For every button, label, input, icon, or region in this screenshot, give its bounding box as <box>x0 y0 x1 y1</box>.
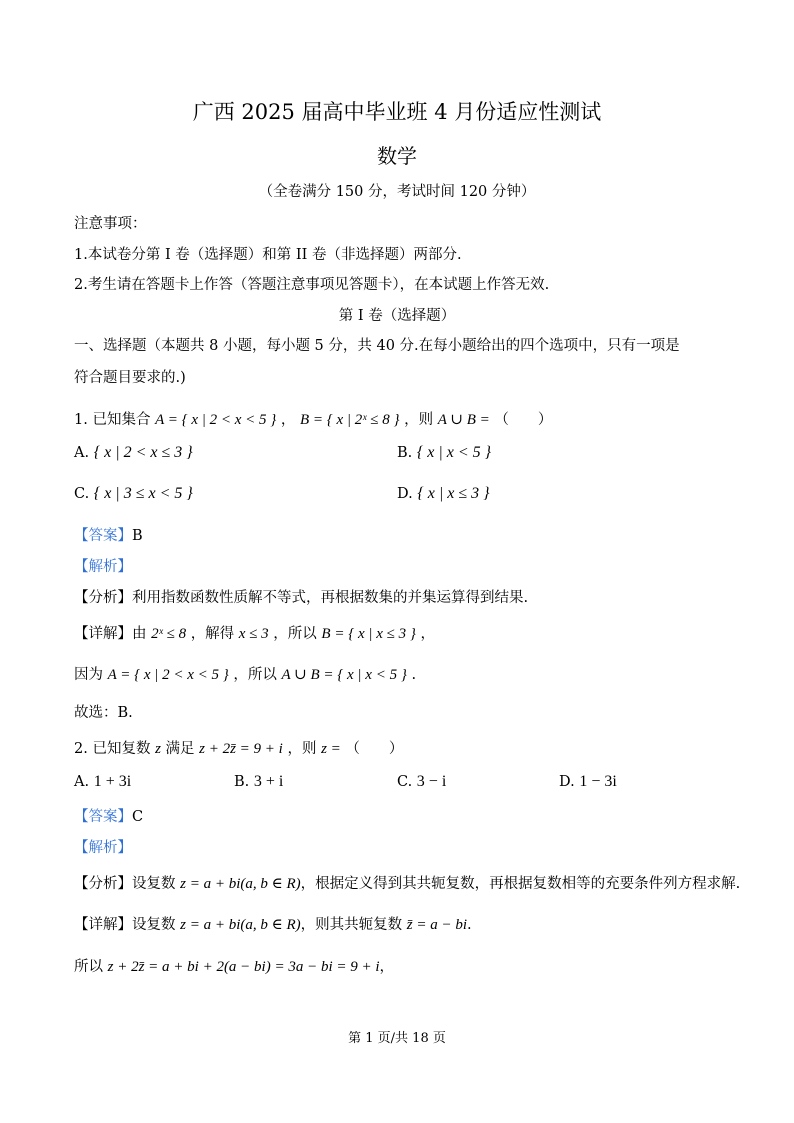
q1-option-b-letter: B. <box>397 445 413 461</box>
q1-option-d-letter: D. <box>397 486 413 502</box>
q1-fenxi-tag: 【分析】 <box>74 590 132 606</box>
q2-detail1-eq: z = a + bi(a, b ∈ R) <box>180 917 301 933</box>
exam-title: 广西 2025 届高中毕业班 4 月份适应性测试 <box>192 100 602 124</box>
q2-option-b-value: 3 + i <box>253 773 284 790</box>
section-instructions-line1: 一、选择题（本题共 8 小题，每小题 5 分，共 40 分.在每小题给出的四个选项中，只有一项是 <box>74 338 680 354</box>
q1-set-a: A = { x | 2 < x < 5 } <box>155 412 277 428</box>
q2-answer <box>74 805 143 826</box>
notice-item-1: 1.本试卷分第 I 卷（选择题）和第 II 卷（非选择题）两部分. <box>74 247 462 263</box>
q2-detail-line1 <box>74 913 472 934</box>
q1-option-d[interactable] <box>397 485 490 503</box>
q2-fenxi-eq: z = a + bi(a, b ∈ R) <box>180 876 301 892</box>
q1-sep: ， <box>280 412 296 428</box>
q1-detail1-a: 由 <box>132 626 147 642</box>
q2-equation: z + 2z̄ = 9 + i <box>199 741 283 757</box>
q1-detail1-set: B = { x | x ≤ 3 } <box>321 626 416 642</box>
q2-xiangjie-tag: 【详解】 <box>74 917 132 933</box>
q1-detail2-a: 因为 <box>74 667 103 683</box>
q1-answer-tag: 【答案】 <box>74 528 132 544</box>
q1-set-b: B = { x | 2ˣ ≤ 8 } <box>299 412 400 428</box>
q1-detail1-d: ， <box>420 626 435 642</box>
q1-option-c-value: { x | 3 ≤ x < 5 } <box>93 485 193 502</box>
q1-paren: （ ） <box>494 412 553 428</box>
q2-option-b[interactable] <box>234 773 283 791</box>
q2-stem-mid: 满足 <box>165 741 195 757</box>
q2-option-a[interactable] <box>74 773 131 791</box>
notice-heading: 注意事项： <box>74 216 147 232</box>
q2-paren: （ ） <box>345 741 404 757</box>
q2-fenxi-b: ，根据定义得到其共轭复数，再根据复数相等的充要条件列方程求解. <box>300 876 741 892</box>
q2-detail1-c: . <box>466 917 472 933</box>
q2-fenxi-tag: 【分析】 <box>74 876 132 892</box>
q1-answer-value: B <box>132 528 143 544</box>
q1-detail2-c: . <box>411 667 417 683</box>
q2-fenxi <box>74 872 740 893</box>
q1-fenxi-text: 利用指数函数性质解不等式，再根据数集的并集运算得到结果. <box>132 590 529 606</box>
q2-answer-value: C <box>132 809 144 825</box>
q2-option-a-letter: A. <box>74 774 90 790</box>
q1-fenxi <box>74 586 528 607</box>
q2-option-c-letter: C. <box>397 774 413 790</box>
q2-answer-tag: 【答案】 <box>74 809 132 825</box>
q2-option-d-value: 1 − 3i <box>579 773 617 790</box>
q2-detail1-b: ，则其共轭复数 <box>300 917 403 933</box>
q1-option-c[interactable] <box>74 485 193 503</box>
q2-ask: z = <box>321 741 341 757</box>
q2-option-c[interactable] <box>397 773 446 791</box>
q1-ask: A ∪ B = <box>437 412 490 428</box>
q2-analysis-tag: 【解析】 <box>74 840 132 856</box>
subject-title: 数学 <box>377 144 417 168</box>
q2-option-c-value: 3 − i <box>416 773 447 790</box>
q1-conclusion: 故选：B. <box>74 705 133 721</box>
q1-option-a-letter: A. <box>74 445 90 461</box>
q2-option-a-value: 1 + 3i <box>93 773 132 790</box>
q1-detail2-b: ，所以 <box>233 667 277 683</box>
q1-option-b-value: { x | x < 5 } <box>416 444 492 461</box>
q1-stem-prefix: 1. 已知集合 <box>74 412 151 428</box>
volume-title: 第 I 卷（选择题） <box>338 308 456 324</box>
q2-detail1-conj: z̄ = a − bi <box>406 917 467 933</box>
section-instructions-line2: 符合题目要求的.) <box>74 370 186 386</box>
q2-detail2-eq: z + 2z̄ = a + bi + 2(a − bi) = 3a − bi = 9 + i <box>107 959 380 975</box>
q1-option-a-value: { x | 2 < x ≤ 3 } <box>93 444 193 461</box>
q2-option-d-letter: D. <box>559 774 575 790</box>
q1-detail-line1 <box>74 622 435 643</box>
exam-info: （全卷满分 150 分，考试时间 120 分钟） <box>258 184 536 200</box>
q1-detail1-c: ，所以 <box>273 626 317 642</box>
q1-option-c-letter: C. <box>74 486 90 502</box>
notice-item-2: 2.考生请在答题卡上作答（答题注意事项见答题卡），在本试题上作答无效. <box>74 277 550 293</box>
q2-stem <box>74 737 403 758</box>
q1-then: ，则 <box>404 412 434 428</box>
q1-xiangjie-tag: 【详解】 <box>74 626 132 642</box>
q1-answer <box>74 524 143 545</box>
q1-detail1-sol: x ≤ 3 <box>238 626 269 642</box>
q2-fenxi-a: 设复数 <box>132 876 176 892</box>
q2-detail1-a: 设复数 <box>132 917 176 933</box>
q2-option-b-letter: B. <box>234 774 250 790</box>
q1-option-d-value: { x | x ≤ 3 } <box>417 485 490 502</box>
q2-var: z <box>155 741 161 757</box>
q1-detail2-set: A = { x | 2 < x < 5 } <box>107 667 229 683</box>
q1-option-b[interactable] <box>397 444 491 462</box>
q1-analysis-tag: 【解析】 <box>74 559 132 575</box>
q1-detail2-union: A ∪ B = { x | x < 5 } <box>281 667 407 683</box>
q2-detail-line2 <box>74 955 394 976</box>
q2-detail2-b: ， <box>379 959 395 975</box>
q1-stem <box>74 408 552 429</box>
q1-detail1-b: ，解得 <box>190 626 235 642</box>
q1-detail-line2 <box>74 663 416 684</box>
q2-then: ，则 <box>287 741 317 757</box>
q2-stem-prefix: 2. 已知复数 <box>74 741 151 757</box>
q2-detail2-a: 所以 <box>74 959 103 975</box>
q1-detail1-ineq: 2ˣ ≤ 8 <box>151 626 187 642</box>
page-number: 第 1 页/共 18 页 <box>348 1031 446 1046</box>
q2-option-d[interactable] <box>559 773 617 791</box>
q1-option-a[interactable] <box>74 444 193 462</box>
